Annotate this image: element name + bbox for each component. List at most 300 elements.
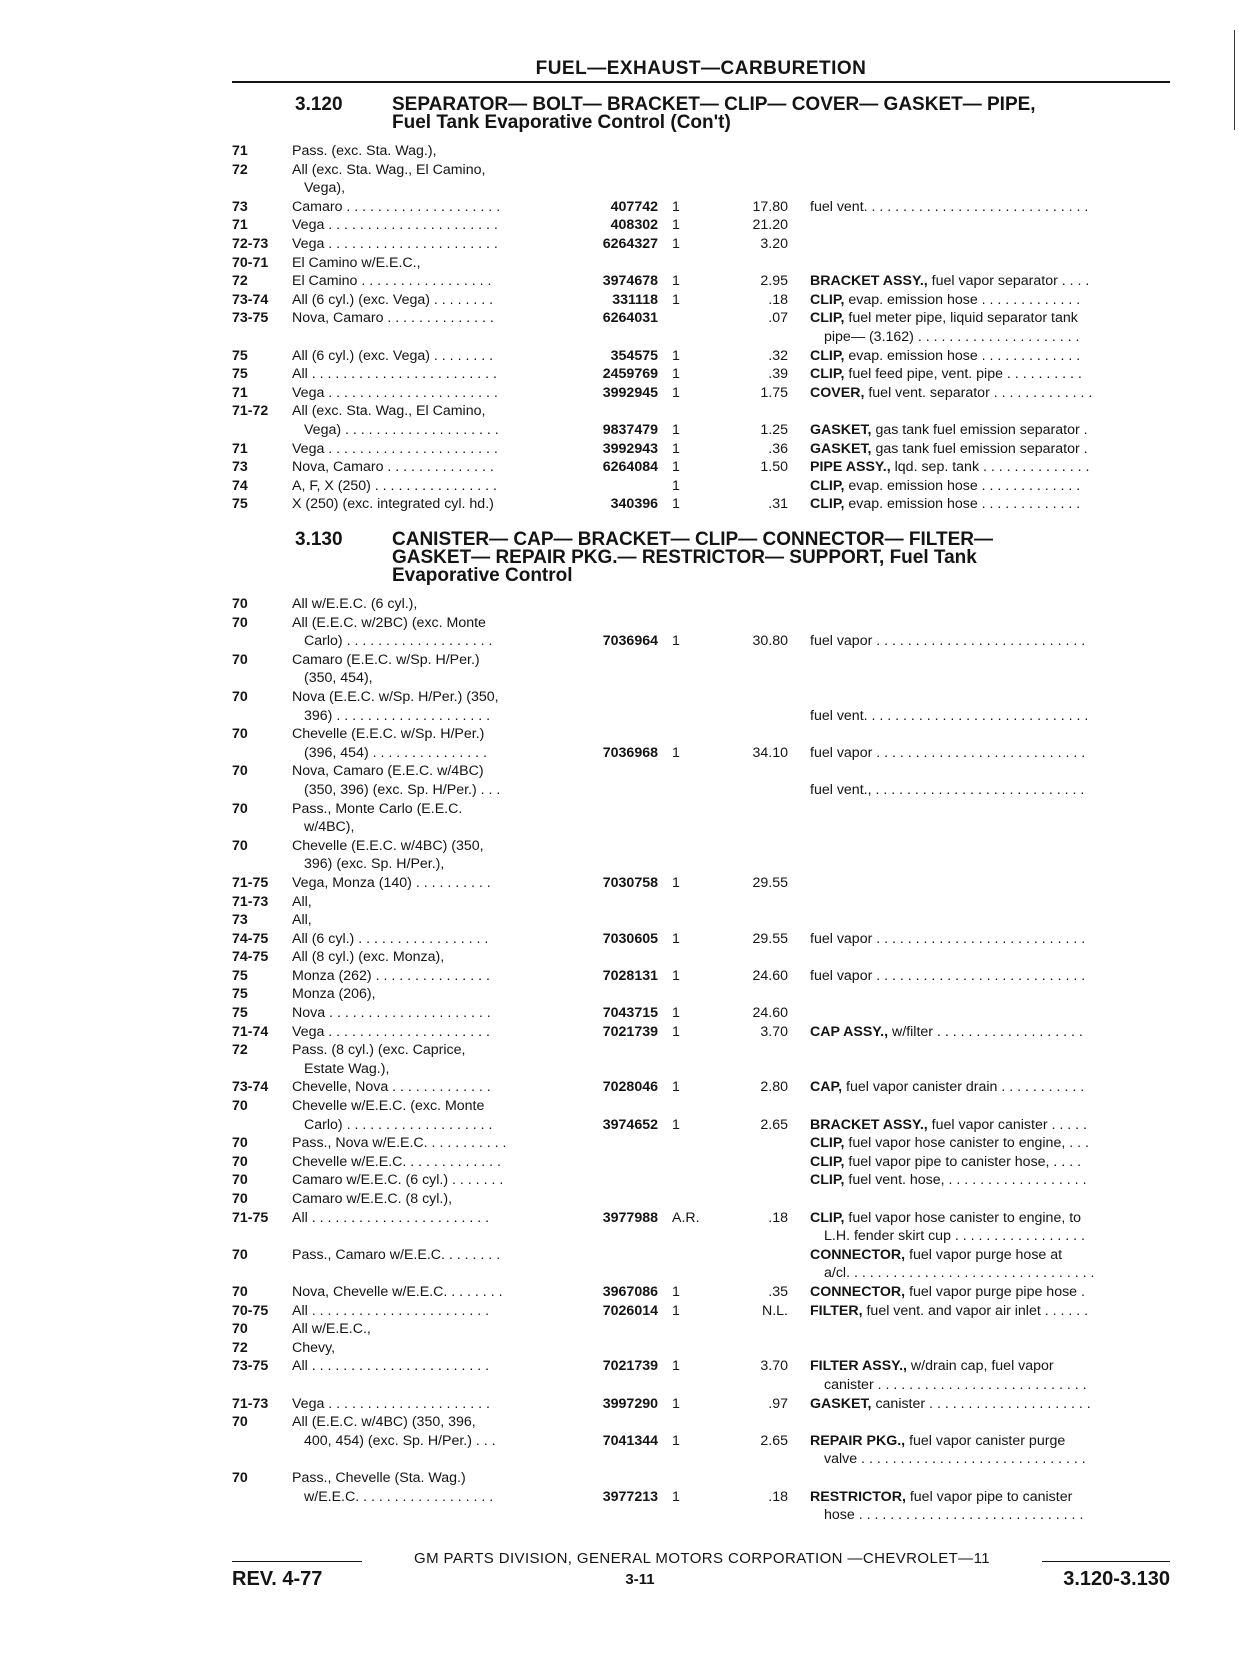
application-cell: Monza (206), xyxy=(292,986,376,1003)
part-number-cell: 7030605 xyxy=(602,930,658,947)
quantity-cell: 1 xyxy=(672,421,680,438)
part-description: lqd. sep. tank . . . . . . . . . . . . . . xyxy=(890,459,1090,476)
quantity-cell: 1 xyxy=(672,384,680,401)
quantity-cell: 1 xyxy=(672,366,680,383)
application-cell: All, xyxy=(292,893,312,910)
description-cell xyxy=(810,365,1176,384)
part-description: w/filter . . . . . . . . . . . . . . . . . . . xyxy=(888,1023,1083,1040)
year-cell: 70 xyxy=(232,726,248,743)
table-row xyxy=(0,725,1248,744)
price-cell: N.L. xyxy=(761,1302,788,1319)
part-name: GASKET, xyxy=(810,421,872,438)
table-row xyxy=(0,1023,1248,1042)
part-name: CLIP, xyxy=(810,1135,845,1152)
price-cell: 24.60 xyxy=(752,1005,788,1022)
part-description: fuel vapor separator . . . . xyxy=(927,273,1090,290)
price-cell: .18 xyxy=(768,1209,788,1226)
quantity-cell: 1 xyxy=(672,874,680,891)
year-cell: 74-75 xyxy=(232,930,269,947)
part-name: GASKET, xyxy=(810,1395,872,1412)
year-cell: 71 xyxy=(232,440,248,457)
description-cell xyxy=(810,347,1176,366)
part-description: fuel vapor canister drain . . . . . . . . . . . xyxy=(842,1079,1085,1096)
year-cell: 70 xyxy=(232,763,248,780)
year-cell: 70 xyxy=(232,1098,248,1115)
part-description: evap. emission hose . . . . . . . . . . . . . xyxy=(844,291,1081,308)
application-cell: El Camino w/E.E.C., xyxy=(292,254,421,271)
footer-publisher: GM PARTS DIVISION, GENERAL MOTORS CORPORATION —CHEVROLET—11 xyxy=(414,1550,990,1567)
part-number-cell: 340396 xyxy=(610,496,658,513)
part-name: CONNECTOR, xyxy=(810,1246,906,1263)
part-description: hose . . . . . . . . . . . . . . . . . . . . . . . . . . . . . xyxy=(824,1507,1084,1524)
part-description: gas tank fuel emission separator . xyxy=(871,421,1088,438)
year-cell: 75 xyxy=(232,496,248,513)
year-cell: 70 xyxy=(232,688,248,705)
table-row xyxy=(0,235,1248,254)
price-cell: .32 xyxy=(768,347,788,364)
year-cell: 75 xyxy=(232,967,248,984)
table-row xyxy=(0,781,1248,800)
application-cell: 400, 454) (exc. Sp. H/Per.) . . . xyxy=(304,1432,496,1449)
table-row xyxy=(0,1283,1248,1302)
price-cell: .39 xyxy=(768,366,788,383)
table-row xyxy=(0,762,1248,781)
application-cell: All w/E.E.C. (6 cyl.), xyxy=(292,596,418,612)
part-number-cell: 7021739 xyxy=(602,1023,658,1040)
application-cell: Vega . . . . . . . . . . . . . . . . . . . . . . xyxy=(292,384,498,401)
price-cell: 1.25 xyxy=(760,421,788,438)
price-cell: 2.95 xyxy=(760,273,788,290)
year-cell: 72 xyxy=(232,1339,248,1356)
table-row xyxy=(0,1116,1248,1135)
part-description: fuel vapor . . . . . . . . . . . . . . . . . . . . . . . . . . . xyxy=(810,744,1086,761)
year-cell: 72 xyxy=(232,273,248,290)
description-cell xyxy=(810,421,1176,440)
part-description: a/cl. . . . . . . . . . . . . . . . . . . . . . . . . . . . . . . . xyxy=(824,1265,1095,1282)
table-row xyxy=(0,948,1248,967)
part-description: fuel vapor canister . . . . . xyxy=(927,1116,1088,1133)
part-description: L.H. fender skirt cup . . . . . . . . . . . . . . . . . xyxy=(824,1228,1085,1245)
price-cell: .31 xyxy=(768,496,788,513)
section-heading xyxy=(392,96,1036,132)
description-cell xyxy=(810,707,1176,726)
part-description: fuel vent. . . . . . . . . . . . . . . . . . . . . . . . . . . . . xyxy=(810,707,1089,724)
year-cell: 70 xyxy=(232,614,248,631)
application-cell: Chevy, xyxy=(292,1339,336,1356)
table-row xyxy=(0,1339,1248,1358)
part-name: REPAIR PKG., xyxy=(810,1432,906,1449)
page-number: 3-11 xyxy=(625,1571,655,1588)
part-description: fuel vapor pipe to canister hose, . . . . xyxy=(844,1153,1082,1170)
table-row xyxy=(0,1227,1248,1246)
table-row xyxy=(0,985,1248,1004)
part-description: fuel vapor pipe to canister xyxy=(905,1488,1073,1505)
part-name: CLIP, xyxy=(810,1153,845,1170)
application-cell: (396, 454) . . . . . . . . . . . . . . . xyxy=(304,744,487,761)
description-cell xyxy=(810,309,1176,328)
table-row xyxy=(0,254,1248,273)
table-row xyxy=(0,1264,1248,1283)
quantity-cell: 1 xyxy=(672,496,680,513)
application-cell: Camaro . . . . . . . . . . . . . . . . . . . . xyxy=(292,198,501,215)
application-cell: All . . . . . . . . . . . . . . . . . . . . . . . xyxy=(292,1358,490,1375)
section-number: 3.120 xyxy=(295,94,343,115)
section-number: 3.130 xyxy=(295,529,343,550)
table-row xyxy=(0,365,1248,384)
price-cell: 2.65 xyxy=(760,1116,788,1133)
part-description: canister . . . . . . . . . . . . . . . . . . . . . xyxy=(871,1395,1091,1412)
year-cell: 73 xyxy=(232,198,248,215)
application-cell: Chevelle w/E.E.C. . . . . . . . . . . . . xyxy=(292,1153,501,1170)
year-cell: 75 xyxy=(232,1005,248,1022)
quantity-cell: 1 xyxy=(672,1488,680,1505)
price-cell: 1.50 xyxy=(760,459,788,476)
table-row xyxy=(0,1078,1248,1097)
application-cell: All (8 cyl.) (exc. Monza), xyxy=(292,949,445,966)
part-number-cell: 7043715 xyxy=(602,1005,658,1022)
part-name: CLIP, xyxy=(810,347,845,364)
header-rule xyxy=(232,81,1170,83)
application-cell: All (E.E.C. w/2BC) (exc. Monte xyxy=(292,614,486,631)
year-cell: 73 xyxy=(232,912,248,929)
application-cell: Pass., Camaro w/E.E.C. . . . . . . . xyxy=(292,1246,501,1263)
application-cell: All (E.E.C. w/4BC) (350, 396, xyxy=(292,1414,476,1431)
part-description: fuel vent. hose, . . . . . . . . . . . . . . . . . . xyxy=(844,1172,1087,1189)
section-heading-line: CANISTER— CAP— BRACKET— CLIP— CONNECTOR— FILTER— xyxy=(392,529,993,550)
application-cell: Pass., Chevelle (Sta. Wag.) xyxy=(292,1469,466,1486)
quantity-cell: 1 xyxy=(672,1079,680,1096)
part-description: evap. emission hose . . . . . . . . . . . . . xyxy=(844,477,1081,494)
part-number-cell: 3992945 xyxy=(602,384,658,401)
table-row xyxy=(0,1004,1248,1023)
page-header: FUEL—EXHAUST—CARBURETION xyxy=(535,58,867,79)
year-cell: 74 xyxy=(232,477,248,494)
quantity-cell: 1 xyxy=(672,744,680,761)
part-name: CLIP, xyxy=(810,291,845,308)
quantity-cell: 1 xyxy=(672,217,680,234)
application-cell: w/E.E.C. . . . . . . . . . . . . . . . . . xyxy=(304,1488,494,1505)
table-row xyxy=(0,1134,1248,1153)
price-cell: .07 xyxy=(768,310,788,327)
quantity-cell: 1 xyxy=(672,273,680,290)
year-cell: 70-75 xyxy=(232,1302,269,1319)
application-cell: Vega . . . . . . . . . . . . . . . . . . . . . xyxy=(292,1023,490,1040)
description-cell xyxy=(810,384,1176,403)
part-number-cell: 408302 xyxy=(610,217,658,234)
year-cell: 71-74 xyxy=(232,1023,269,1040)
table-row xyxy=(0,1209,1248,1228)
application-cell: All . . . . . . . . . . . . . . . . . . . . . . . xyxy=(292,1209,490,1226)
year-cell: 71-75 xyxy=(232,874,269,891)
revision-label: REV. 4-77 xyxy=(232,1568,323,1590)
description-cell xyxy=(810,781,1176,800)
part-number-cell: 3974678 xyxy=(602,273,658,290)
quantity-cell: 1 xyxy=(672,967,680,984)
application-cell: Nova, Camaro . . . . . . . . . . . . . . xyxy=(292,459,494,476)
table-row xyxy=(0,198,1248,217)
part-description: fuel vapor purge hose at xyxy=(905,1246,1063,1263)
section-heading-line: GASKET— REPAIR PKG.— RESTRICTOR— SUPPORT, Fuel Tank xyxy=(392,547,977,568)
table-row xyxy=(0,632,1248,651)
table-row xyxy=(0,421,1248,440)
description-cell xyxy=(824,1227,1176,1246)
quantity-cell: 1 xyxy=(672,930,680,947)
part-description: evap. emission hose . . . . . . . . . . . . . xyxy=(844,496,1081,513)
parts-list-3130 xyxy=(0,595,1248,1525)
table-row xyxy=(0,874,1248,893)
application-cell: All (exc. Sta. Wag., El Camino, xyxy=(292,403,486,420)
footer-rule-right xyxy=(1042,1561,1170,1562)
application-cell: A, F, X (250) . . . . . . . . . . . . . . . . xyxy=(292,477,497,494)
price-cell: 24.60 xyxy=(752,967,788,984)
part-number-cell: 3977988 xyxy=(602,1209,658,1226)
quantity-cell: A.R. xyxy=(672,1209,700,1226)
year-cell: 70 xyxy=(232,651,248,668)
table-row xyxy=(0,216,1248,235)
year-cell: 75 xyxy=(232,366,248,383)
parts-list-3120 xyxy=(0,142,1248,514)
application-cell: Pass., Monte Carlo (E.E.C. xyxy=(292,800,463,817)
price-cell: 3.70 xyxy=(760,1023,788,1040)
application-cell: Vega), xyxy=(304,180,346,197)
year-cell: 70 xyxy=(232,1153,248,1170)
year-cell: 70 xyxy=(232,800,248,817)
table-row xyxy=(0,328,1248,347)
part-number-cell: 3992943 xyxy=(602,440,658,457)
part-number-cell: 6264327 xyxy=(602,235,658,252)
description-cell xyxy=(810,1078,1176,1097)
table-row xyxy=(0,291,1248,310)
part-name: BRACKET ASSY., xyxy=(810,273,928,290)
part-number-cell: 3977213 xyxy=(602,1488,658,1505)
description-cell xyxy=(810,1246,1176,1265)
application-cell: Pass., Nova w/E.E.C. . . . . . . . . . . xyxy=(292,1135,507,1152)
table-row xyxy=(0,911,1248,930)
part-number-cell: 3974652 xyxy=(602,1116,658,1133)
application-cell: Vega) . . . . . . . . . . . . . . . . . . . . xyxy=(304,421,499,438)
application-cell: All (6 cyl.) (exc. Vega) . . . . . . . . xyxy=(292,291,494,308)
application-cell: 396) . . . . . . . . . . . . . . . . . . . . xyxy=(304,707,491,724)
table-row xyxy=(0,614,1248,633)
year-cell: 75 xyxy=(232,986,248,1003)
application-cell: X (250) (exc. integrated cyl. hd.) xyxy=(292,496,494,513)
price-cell: .18 xyxy=(768,1488,788,1505)
table-row xyxy=(0,744,1248,763)
part-description: fuel vent. and vapor air inlet . . . . . . xyxy=(862,1302,1089,1319)
table-row xyxy=(0,440,1248,459)
application-cell: Vega, Monza (140) . . . . . . . . . . xyxy=(292,874,491,891)
application-cell: Chevelle w/E.E.C. (exc. Monte xyxy=(292,1098,485,1115)
part-number-cell: 6264084 xyxy=(602,459,658,476)
part-description: fuel vent. . . . . . . . . . . . . . . . . . . . . . . . . . . . . xyxy=(810,198,1089,215)
description-cell xyxy=(810,291,1176,310)
description-cell xyxy=(810,1302,1176,1321)
section-heading-line: Evaporative Control xyxy=(392,565,573,586)
table-row xyxy=(0,402,1248,421)
application-cell: Estate Wag.), xyxy=(304,1060,390,1077)
price-cell: 1.75 xyxy=(760,384,788,401)
application-cell: Camaro (E.E.C. w/Sp. H/Per.) xyxy=(292,651,480,668)
year-cell: 70 xyxy=(232,596,248,612)
table-row xyxy=(0,1320,1248,1339)
application-cell: Vega . . . . . . . . . . . . . . . . . . . . . . xyxy=(292,235,498,252)
table-row xyxy=(0,707,1248,726)
description-cell xyxy=(810,1432,1176,1451)
description-cell xyxy=(810,632,1176,651)
table-row xyxy=(0,1432,1248,1451)
table-row xyxy=(0,272,1248,291)
quantity-cell: 1 xyxy=(672,1116,680,1133)
part-number-cell: 7036964 xyxy=(602,633,658,650)
price-cell: 30.80 xyxy=(752,633,788,650)
part-name: CLIP, xyxy=(810,1172,845,1189)
part-name: COVER, xyxy=(810,384,865,401)
part-name: GASKET, xyxy=(810,440,872,457)
year-cell: 70 xyxy=(232,1135,248,1152)
application-cell: Chevelle (E.E.C. w/4BC) (350, xyxy=(292,837,484,854)
description-cell xyxy=(810,1116,1176,1135)
table-row xyxy=(0,595,1248,614)
part-description: w/drain cap, fuel vapor xyxy=(906,1358,1054,1375)
table-row xyxy=(0,967,1248,986)
part-description: fuel vent., . . . . . . . . . . . . . . . . . . . . . . . . . . . xyxy=(810,781,1085,798)
part-number-cell: 3967086 xyxy=(602,1283,658,1300)
section-range: 3.120-3.130 xyxy=(1063,1568,1170,1590)
table-row xyxy=(0,1450,1248,1469)
part-name: PIPE ASSY., xyxy=(810,459,891,476)
year-cell: 73-74 xyxy=(232,291,269,308)
table-row xyxy=(0,1246,1248,1265)
page-edge-mark xyxy=(1234,30,1235,130)
part-description: fuel vapor canister purge xyxy=(905,1432,1066,1449)
year-cell: 73 xyxy=(232,459,248,476)
table-row xyxy=(0,1506,1248,1525)
part-description: fuel vapor purge pipe hose . xyxy=(905,1283,1085,1300)
quantity-cell: 1 xyxy=(672,459,680,476)
application-cell: All, xyxy=(292,912,312,929)
quantity-cell: 1 xyxy=(672,1023,680,1040)
year-cell: 70 xyxy=(232,837,248,854)
part-description: fuel meter pipe, liquid separator tank xyxy=(844,310,1078,327)
part-number-cell: 331118 xyxy=(612,291,658,308)
quantity-cell: 1 xyxy=(672,1283,680,1300)
year-cell: 71-72 xyxy=(232,403,269,420)
description-cell xyxy=(810,1023,1176,1042)
table-row xyxy=(0,1413,1248,1432)
part-description: fuel vapor hose canister to engine, to xyxy=(844,1209,1082,1226)
application-cell: 396) (exc. Sp. H/Per.), xyxy=(304,856,445,873)
year-cell: 71-75 xyxy=(232,1209,269,1226)
application-cell: Chevelle, Nova . . . . . . . . . . . . . xyxy=(292,1079,491,1096)
price-cell: 29.55 xyxy=(752,874,788,891)
description-cell xyxy=(824,1506,1176,1525)
table-row xyxy=(0,142,1248,161)
price-cell: .97 xyxy=(768,1395,788,1412)
application-cell: (350, 454), xyxy=(304,670,373,687)
table-row xyxy=(0,1469,1248,1488)
table-row xyxy=(0,347,1248,366)
table-row xyxy=(0,384,1248,403)
table-row xyxy=(0,1488,1248,1507)
part-number-cell: 407742 xyxy=(610,198,658,215)
table-row xyxy=(0,800,1248,819)
application-cell: Camaro w/E.E.C. (8 cyl.), xyxy=(292,1191,453,1207)
part-description: canister . . . . . . . . . . . . . . . . . . . . . . . . . . . xyxy=(824,1376,1087,1393)
year-cell: 75 xyxy=(232,347,248,364)
part-number-cell: 2459769 xyxy=(602,366,658,383)
part-name: BRACKET ASSY., xyxy=(810,1116,928,1133)
description-cell xyxy=(810,1209,1176,1228)
part-description: fuel vapor . . . . . . . . . . . . . . . . . . . . . . . . . . . xyxy=(810,967,1086,984)
quantity-cell: 1 xyxy=(672,1358,680,1375)
table-row xyxy=(0,1357,1248,1376)
part-name: CLIP, xyxy=(810,366,845,383)
part-number-cell: 3997290 xyxy=(602,1395,658,1412)
description-cell xyxy=(810,458,1176,477)
quantity-cell: 1 xyxy=(672,291,680,308)
quantity-cell: 1 xyxy=(672,633,680,650)
application-cell: Camaro w/E.E.C. (6 cyl.) . . . . . . . xyxy=(292,1172,504,1189)
part-name: RESTRICTOR, xyxy=(810,1488,906,1505)
part-number-cell: 7041344 xyxy=(602,1432,658,1449)
part-name: CLIP, xyxy=(810,310,845,327)
section-heading xyxy=(392,531,993,585)
table-row xyxy=(0,837,1248,856)
table-row xyxy=(0,1060,1248,1079)
table-row xyxy=(0,930,1248,949)
table-row xyxy=(0,477,1248,496)
table-row xyxy=(0,179,1248,198)
application-cell: Carlo) . . . . . . . . . . . . . . . . . . . xyxy=(304,633,493,650)
table-row xyxy=(0,669,1248,688)
table-row xyxy=(0,855,1248,874)
year-cell: 70 xyxy=(232,1172,248,1189)
table-row xyxy=(0,458,1248,477)
description-cell xyxy=(810,440,1176,459)
application-cell: Carlo) . . . . . . . . . . . . . . . . . . . xyxy=(304,1116,493,1133)
table-row xyxy=(0,1171,1248,1190)
table-row xyxy=(0,651,1248,670)
part-number-cell: 6264031 xyxy=(602,310,658,327)
application-cell: Monza (262) . . . . . . . . . . . . . . . xyxy=(292,967,490,984)
part-description: fuel vent. separator . . . . . . . . . . . . . xyxy=(864,384,1093,401)
table-row xyxy=(0,1190,1248,1209)
table-row xyxy=(0,495,1248,514)
year-cell: 71 xyxy=(232,217,248,234)
price-cell: 17.80 xyxy=(752,198,788,215)
year-cell: 72 xyxy=(232,161,248,178)
application-cell: Nova . . . . . . . . . . . . . . . . . . . . . xyxy=(292,1005,491,1022)
part-name: FILTER ASSY., xyxy=(810,1358,907,1375)
application-cell: All . . . . . . . . . . . . . . . . . . . . . . . xyxy=(292,1302,490,1319)
application-cell: Nova (E.E.C. w/Sp. H/Per.) (350, xyxy=(292,688,499,705)
footer-rule-left xyxy=(232,1561,362,1562)
description-cell xyxy=(810,1134,1176,1153)
description-cell xyxy=(810,1153,1176,1172)
year-cell: 71-73 xyxy=(232,1395,269,1412)
part-number-cell: 354575 xyxy=(610,347,658,364)
year-cell: 71 xyxy=(232,143,248,159)
quantity-cell: 1 xyxy=(672,347,680,364)
application-cell: Nova, Chevelle w/E.E.C. . . . . . . . xyxy=(292,1283,503,1300)
part-name: CLIP, xyxy=(810,477,845,494)
year-cell: 70 xyxy=(232,1469,248,1486)
part-description: valve . . . . . . . . . . . . . . . . . . . . . . . . . . . . . xyxy=(824,1451,1086,1468)
part-number-cell: 7028131 xyxy=(602,967,658,984)
year-cell: 71-73 xyxy=(232,893,269,910)
part-number-cell: 7028046 xyxy=(602,1079,658,1096)
year-cell: 70 xyxy=(232,1191,248,1207)
